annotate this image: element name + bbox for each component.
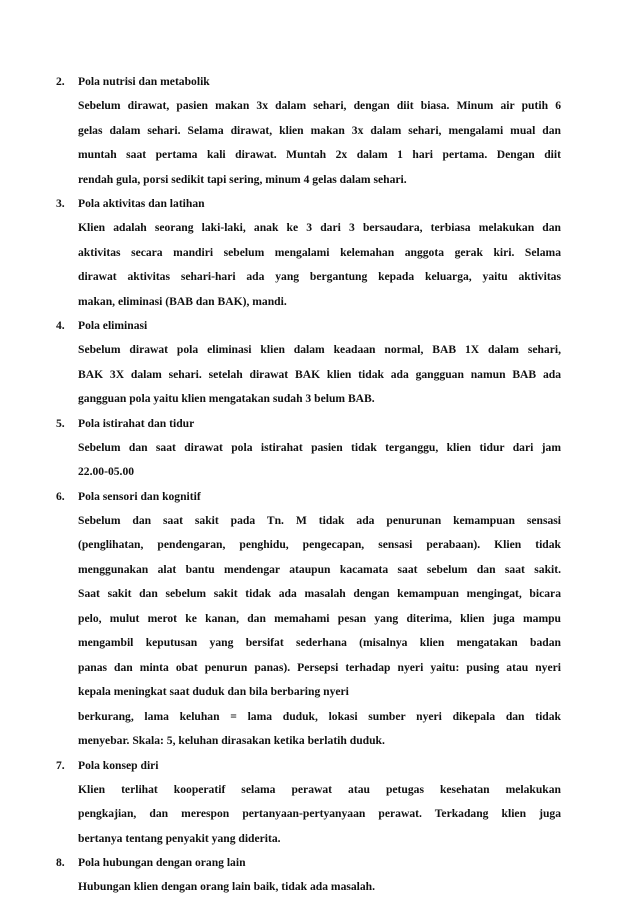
section-heading	[0, 192, 638, 216]
section-heading	[0, 754, 638, 778]
section-number: 6.	[56, 489, 65, 503]
section-title: Pola aktivitas dan latihan	[78, 197, 205, 210]
section-activity	[0, 192, 638, 314]
body-line: Sebelum dan saat dirawat pola istirahat pasien tidak terganggu, klien tidur dari jam	[78, 440, 561, 454]
section-rest-sleep	[0, 412, 638, 485]
section-heading	[0, 412, 638, 436]
section-number: 5.	[56, 416, 65, 430]
body-line: rendah gula, porsi sedikit tapi sering, minum 4 gelas dalam sehari.	[78, 172, 407, 186]
section-number: 8.	[56, 856, 65, 869]
section-title: Pola nutrisi dan metabolik	[78, 75, 210, 88]
body-line: Sebelum dirawat, pasien makan 3x dalam sehari, dengan diit biasa. Minum air putih 6	[78, 99, 561, 112]
body-line: gangguan pola yaitu klien mengatakan sudah 3 belum BAB.	[78, 392, 375, 405]
body-line: aktivitas secara mandiri sebelum mengalami kelemahan anggota gerak kiri. Selama	[78, 245, 561, 259]
section-title: Pola hubungan dengan orang lain	[78, 856, 246, 869]
section-body	[78, 509, 561, 754]
section-number: 4.	[56, 319, 65, 332]
section-body	[78, 875, 561, 900]
section-number: 7.	[56, 758, 65, 772]
body-line: gelas dalam sehari. Selama dirawat, klien makan 3x dalam sehari, mengalami mual dan	[78, 123, 561, 137]
body-line: muntah saat pertama kali dirawat. Muntah 2x dalam 1 hari pertama. Dengan diit	[78, 148, 561, 161]
section-body	[78, 436, 561, 485]
body-line: BAK 3X dalam sehari. setelah dirawat BAK klien tidak ada gangguan namun BAB ada	[78, 367, 561, 381]
section-body	[78, 778, 561, 852]
body-line: (penglihatan, pendengaran, penghidu, pengecapan, sensasi perabaan). Klien tidak	[78, 538, 561, 551]
section-title: Pola istirahat dan tidur	[78, 416, 195, 430]
section-elimination	[0, 314, 638, 412]
body-line: menggunakan alat bantu mendengar ataupun kacamata saat sebelum dan saat sakit.	[78, 562, 561, 576]
body-line: Saat sakit dan sebelum sakit tidak ada masalah dengan kemampuan mengingat, bicara	[78, 587, 561, 600]
section-nutrition	[0, 70, 638, 192]
body-line: Sebelum dan saat sakit pada Tn. M tidak ada penurunan kemampuan sensasi	[78, 513, 561, 527]
body-line: kepala meningkat saat duduk dan bila berbaring nyeri	[78, 685, 349, 698]
body-line: Klien terlihat kooperatif selama perawat atau petugas kesehatan melakukan	[78, 782, 561, 796]
body-line: mengambil keputusan yang bersifat sederhana (misalnya klien mengatakan badan	[78, 636, 561, 649]
body-line: pengkajian, dan merespon pertanyaan-pertyanyaan perawat. Terkadang klien juga	[78, 807, 561, 820]
section-title: Pola konsep diri	[78, 758, 159, 772]
body-line: berkurang, lama keluhan = lama duduk, lokasi sumber nyeri dikepala dan tidak	[78, 709, 561, 723]
section-sensory-cognitive	[0, 485, 638, 754]
body-line: Hubungan klien dengan orang lain baik, tidak ada masalah.	[78, 880, 376, 893]
body-line: pelo, mulut merot ke kanan, dan memahami pesan yang diterima, klien juga mampu	[78, 611, 561, 625]
section-relationships	[0, 851, 638, 900]
body-line: Sebelum dirawat pola eliminasi klien dalam keadaan normal, BAB 1X dalam sehari,	[78, 343, 561, 356]
section-number: 3.	[56, 197, 65, 210]
section-heading	[0, 314, 638, 338]
section-body	[78, 94, 561, 192]
body-line: dirawat aktivitas sehari-hari ada yang bergantung kepada keluarga, yaitu aktivitas	[78, 270, 561, 283]
body-line: bertanya tentang penyakit yang diderita.	[78, 831, 281, 845]
section-body	[78, 216, 561, 314]
section-heading	[0, 70, 638, 94]
section-heading	[0, 485, 638, 509]
body-line: 22.00-05.00	[78, 465, 135, 478]
body-line: menyebar. Skala: 5, keluhan dirasakan ketika berlatih duduk.	[78, 734, 385, 747]
section-number: 2.	[56, 75, 65, 88]
section-body	[78, 338, 561, 412]
section-heading	[0, 851, 638, 875]
section-self-concept	[0, 754, 638, 852]
body-line: Klien adalah seorang laki-laki, anak ke 3 dari 3 bersaudara, terbiasa melakukan dan	[78, 221, 561, 234]
body-line: panas dan minta obat penurun panas). Persepsi terhadap nyeri yaitu: pusing atau nyeri	[78, 660, 561, 674]
section-title: Pola eliminasi	[78, 319, 148, 332]
section-title: Pola sensori dan kognitif	[78, 489, 201, 503]
document-page	[0, 70, 638, 900]
body-line: makan, eliminasi (BAB dan BAK), mandi.	[78, 294, 287, 308]
